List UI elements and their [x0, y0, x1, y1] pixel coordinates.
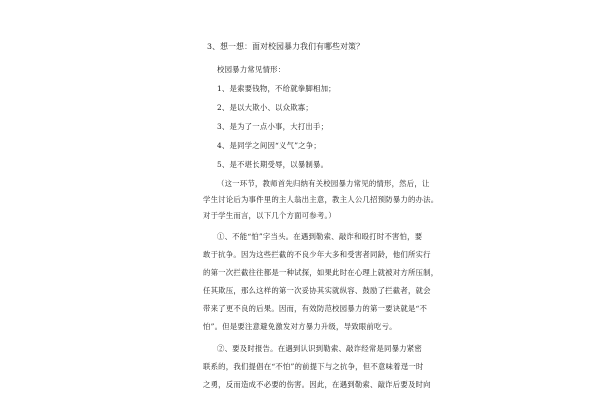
- intro-line: （这一环节，教师首先归纳有关校园暴力常见的情形，然后，让: [217, 179, 430, 188]
- list-item: 4、是同学之间因“义气”之争；: [217, 141, 321, 150]
- point-1-line: 任其欺压，那么这样的第一次妥协其实就纵容、鼓励了拦截者，就会: [203, 286, 431, 295]
- subheading: 校园暴力常见情形：: [217, 65, 286, 74]
- point-2-line: ②、要及时报告。在遇到认识到勒索、敲诈经常是同暴力紧密: [217, 344, 422, 353]
- point-2-line: 之勇，反而造成不必要的伤害。因此，在遇到勒索、敲诈后要及时向: [203, 380, 431, 389]
- list-item: 1、是索要钱物，不给就拳脚相加；: [217, 84, 336, 93]
- point-1-line: ①、不能“怕”字当头。在遇到勒索、敲诈和殴打时不害怕，要: [217, 232, 423, 241]
- list-item: 3、是为了一点小事，大打出手；: [217, 122, 329, 131]
- point-1-line: 的第一次拦截往往都是一种试探，如果此时在心理上就被对方所压制，: [203, 268, 439, 277]
- point-1-line: 敢于抗争。因为这些拦截的不良少年大多和受害者同龄，他们所实行: [203, 250, 431, 259]
- point-1-line: 怕”。但是要注意避免激发对方暴力升级，导致眼前吃亏。: [203, 322, 397, 331]
- point-1-line: 带来了更不良的后果。因而，有效防范校园暴力的第一要诀就是“不: [203, 304, 428, 313]
- list-item: 2、是以大欺小、以众欺寡；: [217, 103, 313, 112]
- intro-line: 对于学生而言，以下几个方面可参考。）: [203, 211, 336, 220]
- point-2-line: 联系的，我们提倡在“不怕”的前提下与之抗争，但不意味着逞一时: [203, 362, 424, 371]
- section-heading: 3、想一想：面对校园暴力我们有哪些对策？: [207, 42, 365, 51]
- list-item: 5、是不堪长期受辱，以暴制暴。: [217, 160, 329, 169]
- intro-line: 学生讨论后为事件里的主人翁出主意，教主人公几招预防暴力的办法。: [203, 195, 439, 204]
